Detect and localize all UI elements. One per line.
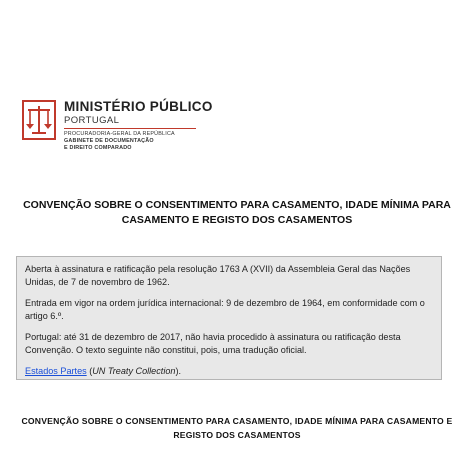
- treaty-info-box: [16, 256, 442, 380]
- info-portugal-status: Portugal: até 31 de dezembro de 2017, não havia procedido à assinatura ou ratificação desta Convenção. O texto seguinte não constitui, pois, uma tradução oficial.: [25, 332, 401, 355]
- info-adoption: Aberta à assinatura e ratificação pela resolução 1763 A (XVII) da Assembleia Geral das Nações Unidas, de 7 de novembro de 1962.: [25, 264, 411, 287]
- link-note-open: (: [86, 366, 93, 376]
- org-country: PORTUGAL: [64, 115, 120, 126]
- header-divider: [64, 128, 196, 129]
- heading-line-2: REGISTO DOS CASAMENTOS: [173, 430, 301, 440]
- title-line-1: CONVENÇÃO SOBRE O CONSENTIMENTO PARA CASAMENTO, IDADE MÍNIMA PARA: [23, 199, 451, 211]
- org-name: MINISTÉRIO PÚBLICO: [64, 99, 213, 114]
- title-line-2: CASAMENTO E REGISTO DOS CASAMENTOS: [121, 214, 353, 226]
- states-parties-link[interactable]: Estados Partes: [25, 366, 87, 376]
- org-department: PROCURADORIA-GERAL DA REPÚBLICA: [64, 131, 175, 137]
- document-header: [22, 100, 213, 152]
- document-title: [18, 198, 456, 228]
- link-note-close: ).: [175, 366, 182, 376]
- un-treaty-collection-note: UN Treaty Collection: [92, 366, 176, 376]
- organization-block: [64, 100, 213, 152]
- info-entry-into-force: Entrada em vigor na ordem jurídica internacional: 9 de dezembro de 1964, em conformidade com o artigo 6.º.: [25, 298, 425, 321]
- scales-of-justice-icon: [22, 100, 56, 140]
- org-office-line1: GABINETE DE DOCUMENTAÇÃO: [64, 138, 154, 144]
- org-office-line2: E DIREITO COMPARADO: [64, 145, 132, 151]
- heading-line-1: CONVENÇÃO SOBRE O CONSENTIMENTO PARA CASAMENTO, IDADE MÍNIMA PARA CASAMENTO E: [21, 416, 453, 426]
- convention-heading: [18, 414, 456, 442]
- info-states-parties: [25, 365, 433, 378]
